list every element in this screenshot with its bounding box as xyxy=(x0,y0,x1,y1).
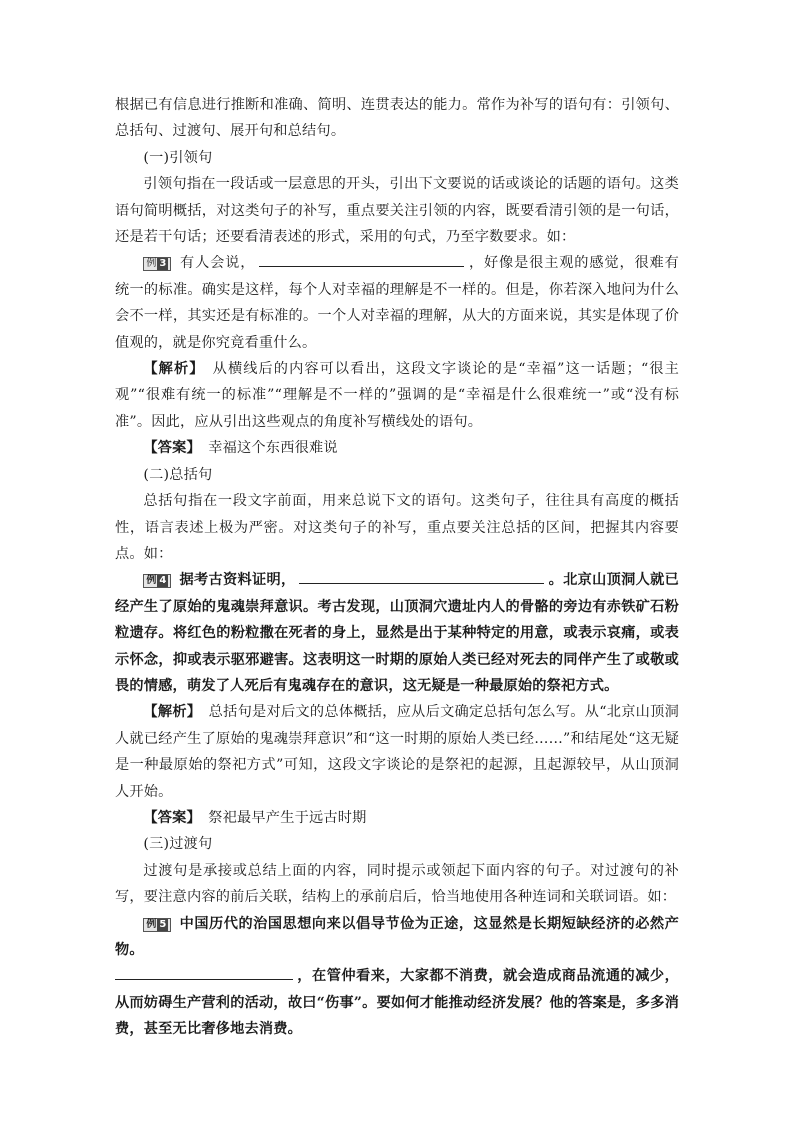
example-text-after: 。北京山顶洞人就已经产生了原始的鬼魂崇拜意识。考古发现，山顶洞穴遗址内人的骨骼的旁边有赤铁矿石粉粒遗存。将红色的粉粒撒在死者的身上，显然是出于某种特定的用意，或表示哀痛，或表示怀念，抑或表示驱邪避害。这表明这一时期的原始人类已经对死去的同伴产生了或敬或畏的情感，萌发了人死后有鬼魂存在的意识，这无疑是一种最原始的祭祀方式。 xyxy=(115,572,679,694)
example-text-after: ，在管仲看来，大家都不消费，就会造成商品流通的减少，从而妨碍生产营利的活动，故曰“伤事”。要如何才能推动经济发展？他的答案是，多多消费，甚至无比奢侈地去消费。 xyxy=(115,968,679,1038)
example-badge xyxy=(143,257,171,271)
document-page xyxy=(115,92,679,1043)
intro-paragraph: 根据已有信息进行推断和准确、简明、连贯表达的能力。常作为补写的语句有：引领句、总括句、过渡句、展开句和总结句。 xyxy=(115,97,679,140)
answer-text: 祭祀最早产生于远古时期 xyxy=(208,809,367,826)
example-text-before: 有人会说， xyxy=(179,255,256,272)
analysis-label: 【解析】 xyxy=(143,704,202,721)
badge-number: 5 xyxy=(159,918,167,930)
badge-number: 3 xyxy=(159,258,167,270)
badge-prefix: 例 xyxy=(146,258,157,270)
example-4 xyxy=(115,567,679,699)
example-text-before: 据考古资料证明， xyxy=(179,572,296,589)
section-heading-transition-sentence: (三)过渡句 xyxy=(143,836,213,853)
section-heading-summary-sentence: (二)总括句 xyxy=(143,466,213,483)
answer-label: 【答案】 xyxy=(143,809,201,826)
analysis-text: 从横线后的内容可以看出，这段文字谈论的是“幸福”这一话题；“很主观”“很难有统一的标准”“理解是不一样的”强调的是“幸福是什么很难统一”或“没有标准”。因此，应从引出这些观点的角度补写横线处的语句。 xyxy=(115,361,679,430)
section-desc-summary-sentence: 总括句指在一段文字前面，用来总说下文的语句。这类句子，往往具有高度的概括性，语言表述上极为严密。对这类句子的补写，重点要关注总括的区间，把握其内容要点。如： xyxy=(115,493,679,562)
fill-blank-line xyxy=(259,252,464,267)
analysis-label: 【解析】 xyxy=(143,361,205,378)
analysis-text: 总括句是对后文的总体概括，应从后文确定总括句怎么写。从“北京山顶洞人就已经产生了原始的鬼魂崇拜意识”和“这一时期的原始人类已经……”和结尾处“这无疑是一种最原始的祭祀方式”可知，这段文字谈论的是祭祀的起源，且起源较早，从山顶洞人开始。 xyxy=(115,704,679,800)
badge-number: 4 xyxy=(159,575,167,587)
example-3 xyxy=(115,250,679,356)
example-text-after: ，好像是很主观的感觉，很难有统一的标准。确实是这样，每个人对幸福的理解是不一样的。但是，你若深入地问为什么会不一样，其实还是有标准的。一个人对幸福的理解，从大的方面来说，其实是体现了价值观的，就是你究竟看重什么。 xyxy=(115,255,679,351)
badge-prefix: 例 xyxy=(146,918,157,930)
section-heading-lead-sentence: (一)引领句 xyxy=(143,149,213,166)
badge-prefix: 例 xyxy=(146,575,157,587)
answer-label: 【答案】 xyxy=(143,440,201,457)
answer-paragraph xyxy=(115,435,679,461)
section-desc-lead-sentence: 引领句指在一段话或一层意思的开头，引出下文要说的话或谈论的话题的语句。这类语句简明概括，对这类句子的补写，重点要关注引领的内容，既要看清引领的是一句话，还是若干句话；还要看清表述的形式，采用的句式，乃至字数要求。如： xyxy=(115,176,679,246)
analysis-paragraph xyxy=(115,356,679,435)
fill-blank-line xyxy=(115,965,293,980)
example-5-continuation xyxy=(115,963,679,1042)
fill-blank-line xyxy=(299,569,544,584)
example-text-first: 中国历代的治国思想向来以倡导节俭为正途，这显然是长期短缺经济的必然产物。 xyxy=(115,915,679,958)
example-badge xyxy=(143,574,171,588)
example-badge xyxy=(143,918,171,932)
section-desc-transition-sentence: 过渡句是承接或总结上面的内容，同时提示或领起下面内容的句子。对过渡句的补写，要注意内容的前后关联，结构上的承前启后，恰当地使用各种连词和关联词语。如： xyxy=(115,862,679,906)
analysis-paragraph xyxy=(115,699,679,805)
example-5-first-line xyxy=(115,911,679,964)
answer-paragraph xyxy=(115,805,679,831)
answer-text: 幸福这个东西很难说 xyxy=(208,440,338,457)
